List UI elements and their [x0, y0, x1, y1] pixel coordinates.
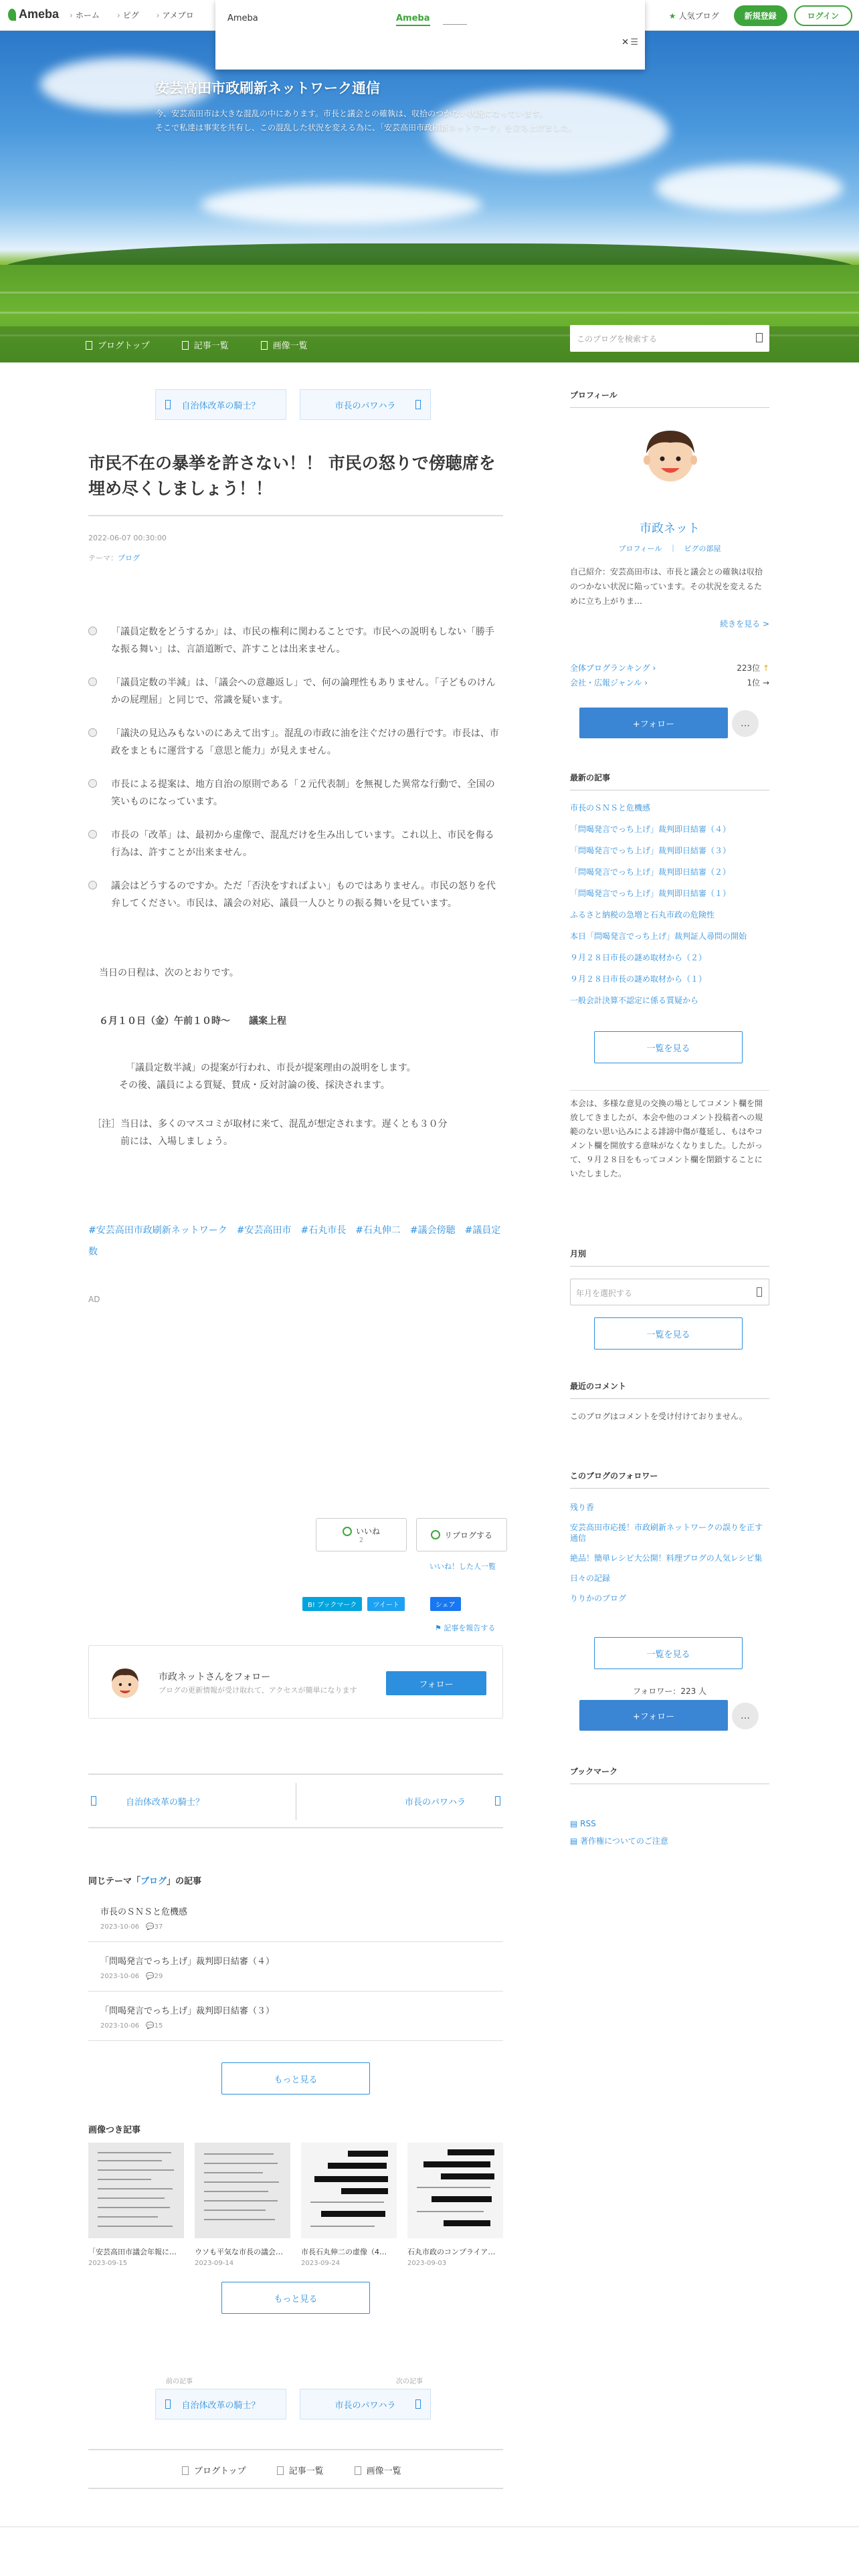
followers-heading: このブログのフォロワー — [570, 1470, 769, 1489]
reaction-row — [316, 1518, 507, 1551]
avatar — [105, 1663, 145, 1703]
logo-text: Ameba — [19, 7, 60, 21]
bullet-text: 「議決の見込みもないのにあえて出す」。混乱の市政に油を注ぐだけの愚行です。市長は、市政をまともに運営する「意思と能力」が見えません。 — [111, 728, 499, 756]
account-area — [669, 5, 852, 26]
reblog-icon — [431, 1530, 440, 1539]
nav-image-list[interactable] — [261, 338, 308, 351]
post-thumbnail — [195, 2143, 290, 2238]
search-dropdown — [215, 0, 645, 70]
follow-button[interactable]: フォロー — [386, 1671, 486, 1695]
post-caption: 石丸市政のコンプライア… — [407, 2248, 496, 2256]
recent-heading: 最新の記事 — [570, 772, 769, 790]
facebook-share-button[interactable]: シェア — [430, 1597, 461, 1611]
prev-entry-label: 自治体改革の騎士？ — [181, 401, 260, 411]
follow-button[interactable]: +フォロー — [579, 708, 728, 738]
global-nav — [70, 9, 194, 21]
list-icon — [277, 2466, 284, 2475]
list-item — [88, 827, 503, 861]
nav-label: ブログトップ — [98, 341, 150, 351]
profile-avatar[interactable] — [636, 421, 705, 491]
nav-ameblo[interactable]: › アメブロ — [157, 9, 194, 21]
profile-name[interactable]: 市政ネット — [640, 522, 700, 536]
item-date: 2023-10-06 — [100, 1923, 140, 1931]
follower-link[interactable]: 絶品！簡単レシピ大公開！料理ブログの人気レシピ集 — [570, 1553, 763, 1563]
schedule-detail: 「議員定数半減」の提案が行われ、市長が提案理由の説明をします。 — [126, 1063, 416, 1073]
prev-label: 前の記事 — [166, 2378, 193, 2385]
entry-pager-top — [155, 389, 431, 420]
nav-pig[interactable]: › ピグ — [117, 9, 139, 21]
nav-blog-top[interactable] — [182, 2464, 246, 2476]
rss-label: RSS — [580, 1819, 596, 1828]
bottom-blog-nav — [88, 2449, 503, 2489]
report-label: 記事を報告する — [444, 1624, 496, 1632]
list-item — [88, 725, 503, 760]
bullet-icon — [88, 627, 97, 635]
chevron-down-icon — [757, 1287, 762, 1297]
dropdown-brand: Ameba — [227, 13, 258, 23]
note-text: 前には、入場しましょう。 — [120, 1136, 233, 1147]
field-stripe — [0, 312, 859, 314]
chevron-left-icon — [165, 2399, 171, 2409]
item-meta: 2023-10-06 💬37 — [100, 1923, 163, 1931]
blog-description — [155, 107, 704, 135]
bullet-text: 市長による提案は、地方自治の原則である「２元代表制」を無視した異常な行動で、全国の笑いものになっています。 — [111, 779, 495, 807]
ranking-value: 1位 → — [747, 678, 769, 687]
nav-image-list[interactable] — [355, 2464, 401, 2476]
follower-link[interactable]: 残り香 — [570, 1503, 595, 1512]
reblog-button[interactable] — [416, 1518, 507, 1551]
popular-blog-link[interactable] — [669, 10, 719, 21]
dropdown-tab[interactable]: Ameba — [396, 13, 430, 26]
crown-icon: ★ — [668, 11, 676, 21]
image-post-card[interactable] — [301, 2143, 397, 2267]
bullet-text: 「議員定数をどうするか」は、市民の権利に関わることです。市民への説明もしない「勝手な振る舞い」は、言語道断で、許すことは出来ません。 — [111, 627, 494, 655]
profile-links: プロフィール ｜ ピグの部屋 — [618, 544, 721, 553]
image-icon — [355, 2466, 361, 2475]
rank-text: 1位 — [747, 678, 761, 687]
item-title: 「問喝発言でっち上げ」裁判即日結審（３） — [100, 2006, 275, 2016]
rss-link[interactable] — [570, 1819, 596, 1828]
bullet-icon — [88, 728, 97, 737]
recent-comments-text: このブログはコメントを受け付けておりません。 — [570, 1412, 747, 1421]
rss-icon: ▤ — [570, 1819, 581, 1828]
copyright-notice-link[interactable] — [570, 1835, 668, 1846]
chevron-right-icon — [495, 1796, 500, 1806]
prev-entry-button[interactable] — [155, 2389, 286, 2420]
recent-entry-link[interactable]: 本日「問喝発言でっち上げ」裁判証人尋問の開始 — [570, 932, 747, 941]
ranking-label: 会社・広報ジャンル — [570, 678, 642, 687]
search-placeholder: このブログを検索する — [577, 334, 658, 344]
schedule-detail: その後、議員による質疑、賛成・反対討論の後、採決されます。 — [119, 1080, 390, 1091]
blog-search-input[interactable] — [570, 325, 769, 352]
prev-entry-label: 自治体改革の騎士？ — [181, 2400, 260, 2411]
heading-part: 同じテーマ「 — [88, 1876, 141, 1887]
home-icon — [86, 341, 92, 350]
profile-heading: プロフィール — [570, 389, 769, 408]
recent-entry-link[interactable]: ふるさと納税の急増と石丸市政の危険性 — [570, 910, 715, 920]
hashtag-list[interactable]: #安芸高田市政刷新ネットワーク #安芸高田市 #石丸市長 #石丸伸二 #議会傍聴 #議員定数 — [88, 1225, 501, 1257]
like-count: 2 — [359, 1537, 364, 1544]
popular-label: 人気ブログ — [678, 11, 719, 21]
item-meta: 2023-10-06 💬15 — [100, 2022, 163, 2030]
post-date: 2023-09-14 — [195, 2260, 234, 2267]
post-caption: 市長石丸伸二の虚像（4… — [301, 2248, 387, 2256]
blog-description-line: そこで私達は事実を共有し、この混乱した状況を変える為に、「安芸高田市政刷新ネットワーク」を立ち上げました。 — [155, 123, 577, 132]
list-item — [88, 776, 503, 811]
nav-home[interactable]: › ホーム — [70, 9, 100, 21]
list-item[interactable] — [88, 1992, 503, 2041]
dropdown-input-line[interactable] — [443, 24, 467, 25]
bullet-icon — [88, 779, 97, 788]
theme-label: テーマ： — [88, 554, 118, 562]
document-icon: ▤ — [570, 1836, 581, 1846]
item-date: 2023-10-06 — [100, 2022, 140, 2030]
list-item — [88, 623, 503, 658]
item-meta: 2023-10-06 💬29 — [100, 1973, 163, 1980]
cloud — [201, 185, 482, 225]
image-icon — [261, 341, 268, 350]
entry-date: 2022-06-07 00:30:00 — [88, 534, 167, 542]
image-posts-grid — [88, 2143, 503, 2267]
nav-entry-list[interactable] — [182, 338, 229, 351]
more-options-icon[interactable]: … — [732, 710, 759, 737]
list-item — [88, 877, 503, 912]
image-post-card[interactable] — [195, 2143, 290, 2267]
flag-icon: ⚑ — [435, 1624, 444, 1632]
blog-description-line: 今、安芸高田市は大きな混乱の中にあります。市長と議会との確執は、収拾のつかない状況になっています。 — [155, 109, 548, 118]
ad-label: AD — [88, 1295, 100, 1304]
month-select[interactable] — [570, 1279, 769, 1305]
nav-blog-top[interactable] — [86, 338, 150, 351]
post-thumbnail — [407, 2143, 503, 2238]
list-item[interactable] — [88, 1942, 503, 1992]
item-title: 「問喝発言でっち上げ」裁判即日結審（４） — [100, 1957, 275, 1967]
chevron-right-icon — [415, 400, 421, 409]
month-placeholder: 年月を選択する — [576, 1289, 633, 1298]
home-icon — [182, 2466, 189, 2475]
next-entry-label: 市長のパワハラ — [335, 2400, 396, 2411]
post-thumbnail — [88, 2143, 184, 2238]
blog-header-image — [0, 31, 859, 362]
ranking-label: 全体ブログランキング — [570, 663, 650, 673]
blog-title[interactable]: 安芸高田市政刷新ネットワーク通信 — [155, 80, 380, 96]
recent-entry-link[interactable]: 市長のＳＮＳと危機感 — [570, 803, 651, 813]
image-posts-more-button[interactable]: もっと見る — [221, 2282, 370, 2314]
follow-card-subtitle: ブログの更新情報が受け取れて、アクセスが簡単になります — [159, 1686, 357, 1695]
pig-room-link[interactable]: ピグの部屋 — [684, 544, 721, 553]
divider — [570, 1090, 769, 1091]
bullet-icon — [88, 881, 97, 889]
login-button[interactable]: ログイン — [794, 5, 852, 26]
ranking-value: 223位 ↑ — [737, 663, 769, 673]
followers-more-button[interactable]: 一覧を見る — [594, 1637, 743, 1669]
register-button[interactable]: 新規登録 — [734, 5, 787, 26]
nav-label: 記事一覧 — [193, 341, 229, 351]
same-theme-more-button[interactable]: もっと見る — [221, 2062, 370, 2095]
follower-link[interactable]: 安芸高田市応援！市政刷新ネットワークの誤りを正す通信 — [570, 1523, 763, 1543]
entry-title[interactable]: 市民不在の暴挙を許さない！！ 市民の怒りで傍聴席を埋め尽くしましょう！！ — [88, 451, 503, 516]
same-theme-heading — [88, 1874, 201, 1887]
profile-more-link[interactable]: 続きを見る > — [720, 619, 769, 629]
share-buttons — [302, 1597, 461, 1611]
bullet-text: 議会はどうするのですか。ただ「否決をすればよい」ものではありません。市民の怒りを代弁してください。市民は、議会の対応、議員一人ひとりの振る舞いを見ています。 — [111, 881, 496, 909]
image-posts-heading: 画像つき記事 — [88, 2125, 141, 2135]
follow-button[interactable]: +フォロー — [579, 1700, 728, 1731]
post-date: 2023-09-15 — [88, 2260, 128, 2267]
smile-icon — [343, 1527, 352, 1536]
comment-notice: 本会は、多様な意見の交換の場としてコメント欄を開放してきましたが、本会や他のコメント投稿者への規範のない思い込みによる誹謗中傷が蔓延し、もはやコメント欄を開放する意味がなくなりました。したがって、９月２８日をもってコメント欄を閉鎖することにいたしました。 — [570, 1099, 763, 1178]
bookmark-heading: ブックマーク — [570, 1765, 769, 1784]
recent-entry-link[interactable]: ９月２８日市長の謎め取材から（１） — [570, 974, 707, 984]
post-date: 2023-09-24 — [301, 2260, 341, 2267]
item-count: 29 — [154, 1973, 163, 1980]
search-icon[interactable] — [756, 333, 763, 342]
ameba-leaf-icon — [8, 9, 16, 21]
cloud — [656, 165, 843, 211]
liked-users-link[interactable]: いいね！した人一覧 — [430, 1562, 496, 1571]
note-text: ［注］当日は、多くのマスコミが取材に来て、混乱が想定されます。遅くとも３０分 — [92, 1119, 448, 1130]
ameba-logo[interactable] — [8, 7, 59, 21]
follower-link[interactable]: りりかのブログ — [570, 1594, 627, 1603]
more-options-icon[interactable]: … — [732, 1703, 759, 1729]
hatena-bookmark-button[interactable]: B! ブックマーク — [302, 1597, 362, 1611]
follow-card — [88, 1645, 503, 1719]
bullet-icon — [88, 677, 97, 686]
post-date: 2023-09-03 — [407, 2260, 447, 2267]
schedule-intro: 当日の日程は、次のとおりです。 — [99, 968, 239, 978]
nav-label: 記事一覧 — [288, 2466, 324, 2476]
close-icon[interactable]: ✕ — [622, 37, 629, 47]
next-entry-label: 市長のパワハラ — [335, 401, 396, 411]
like-button[interactable] — [316, 1518, 407, 1551]
recent-entry-link[interactable]: 「問喝発言でっち上げ」裁判即日結審（４） — [570, 825, 731, 834]
schedule-date: ６月１０日（金）午前１０時～ 議案上程 — [99, 1016, 286, 1027]
reblog-label: リブログする — [444, 1530, 492, 1540]
entry-theme — [88, 552, 140, 563]
menu-icon[interactable]: ☰ — [630, 37, 638, 47]
recent-entry-link[interactable]: 「問喝発言でっち上げ」裁判即日結審（１） — [570, 889, 731, 898]
profile-intro: 自己紹介：安芸高田市は、市長と議会との確執は収拾のつかない状況に陥っています。その状況を変えるために立ち上がりま… — [570, 567, 763, 606]
item-count: 37 — [154, 1923, 163, 1931]
chevron-left-icon — [165, 400, 171, 409]
nav-entry-list[interactable] — [277, 2464, 324, 2476]
prev-entry-button[interactable] — [155, 389, 286, 420]
follower-link[interactable]: 日々の記録 — [570, 1574, 611, 1583]
item-count: 15 — [154, 2022, 163, 2030]
next-entry-button[interactable] — [300, 389, 431, 420]
monthly-more-button[interactable]: 一覧を見る — [594, 1317, 743, 1350]
chevron-right-icon — [415, 2399, 421, 2409]
copyright-label: 著作権についてのご注意 — [580, 1836, 668, 1846]
follower-count: フォロワー：223 人 — [632, 1687, 707, 1696]
next-entry-link[interactable]: 市長のパワハラ — [404, 1798, 466, 1808]
recent-entry-link[interactable]: 「問喝発言でっち上げ」裁判即日結審（２） — [570, 867, 731, 877]
profile-link[interactable]: プロフィール — [618, 544, 662, 553]
prev-entry-link[interactable]: 自治体改革の騎士？ — [126, 1798, 205, 1808]
theme-tag-link[interactable]: ブログ — [140, 1876, 167, 1887]
theme-link[interactable]: ブログ — [118, 554, 140, 562]
followers-list — [570, 1502, 769, 1613]
post-caption: ウソも平気な市長の議会… — [195, 2248, 283, 2256]
bullet-text: 市長の「改革」は、最初から虚像で、混乱だけを生み出しています。これ以上、市民を侮る行為は、許すことが出来ません。 — [111, 830, 494, 858]
recent-entry-link[interactable]: 一般会計決算不認定に係る質疑から — [570, 996, 699, 1005]
heading-part: 」の記事 — [167, 1876, 202, 1887]
next-label: 次の記事 — [396, 2378, 423, 2385]
image-post-card[interactable] — [407, 2143, 503, 2267]
field-stripe — [0, 292, 859, 294]
nav-label: 画像一覧 — [272, 341, 308, 351]
nav-label: 画像一覧 — [366, 2466, 401, 2476]
bullet-text: 「議員定数の半減」は、「議会への意趣返し」で、何の論理性もありません。「子どものけんかの屁理屈」と同じで、常識を疑います。 — [111, 677, 496, 706]
report-link[interactable] — [435, 1622, 495, 1633]
recent-comments-heading: 最近のコメント — [570, 1380, 769, 1399]
next-entry-button[interactable] — [300, 2389, 431, 2420]
ranking-row[interactable]: 会社・広報ジャンル › 1位 → — [570, 678, 769, 687]
list-icon — [182, 341, 189, 350]
item-title: 市長のＳＮＳと危機感 — [100, 1907, 188, 1917]
recent-entry-link[interactable]: ９月２８日市長の謎め取材から（２） — [570, 953, 707, 962]
ranking-row[interactable]: 全体ブログランキング › 223位 ↑ — [570, 663, 769, 673]
image-post-card[interactable] — [88, 2143, 184, 2267]
bullet-icon — [88, 830, 97, 839]
recent-more-button[interactable]: 一覧を見る — [594, 1031, 743, 1063]
rank-text: 223位 — [737, 663, 761, 673]
recent-entries-list — [570, 802, 769, 1016]
post-thumbnail — [301, 2143, 397, 2238]
follow-card-title: 市政ネットさんをフォロー — [159, 1672, 271, 1683]
nav-label: ブログトップ — [194, 2466, 246, 2476]
post-caption: 「安芸高田市議会年報に… — [88, 2248, 177, 2256]
tweet-button[interactable]: ツイート — [367, 1597, 405, 1611]
like-label: いいね — [355, 1527, 380, 1536]
recent-entry-link[interactable]: 「問喝発言でっち上げ」裁判即日結審（３） — [570, 846, 731, 855]
item-date: 2023-10-06 — [100, 1973, 140, 1980]
monthly-heading: 月別 — [570, 1248, 769, 1267]
list-item — [88, 674, 503, 709]
list-item[interactable] — [88, 1893, 503, 1942]
entry-pager-bottom — [88, 1774, 503, 1828]
